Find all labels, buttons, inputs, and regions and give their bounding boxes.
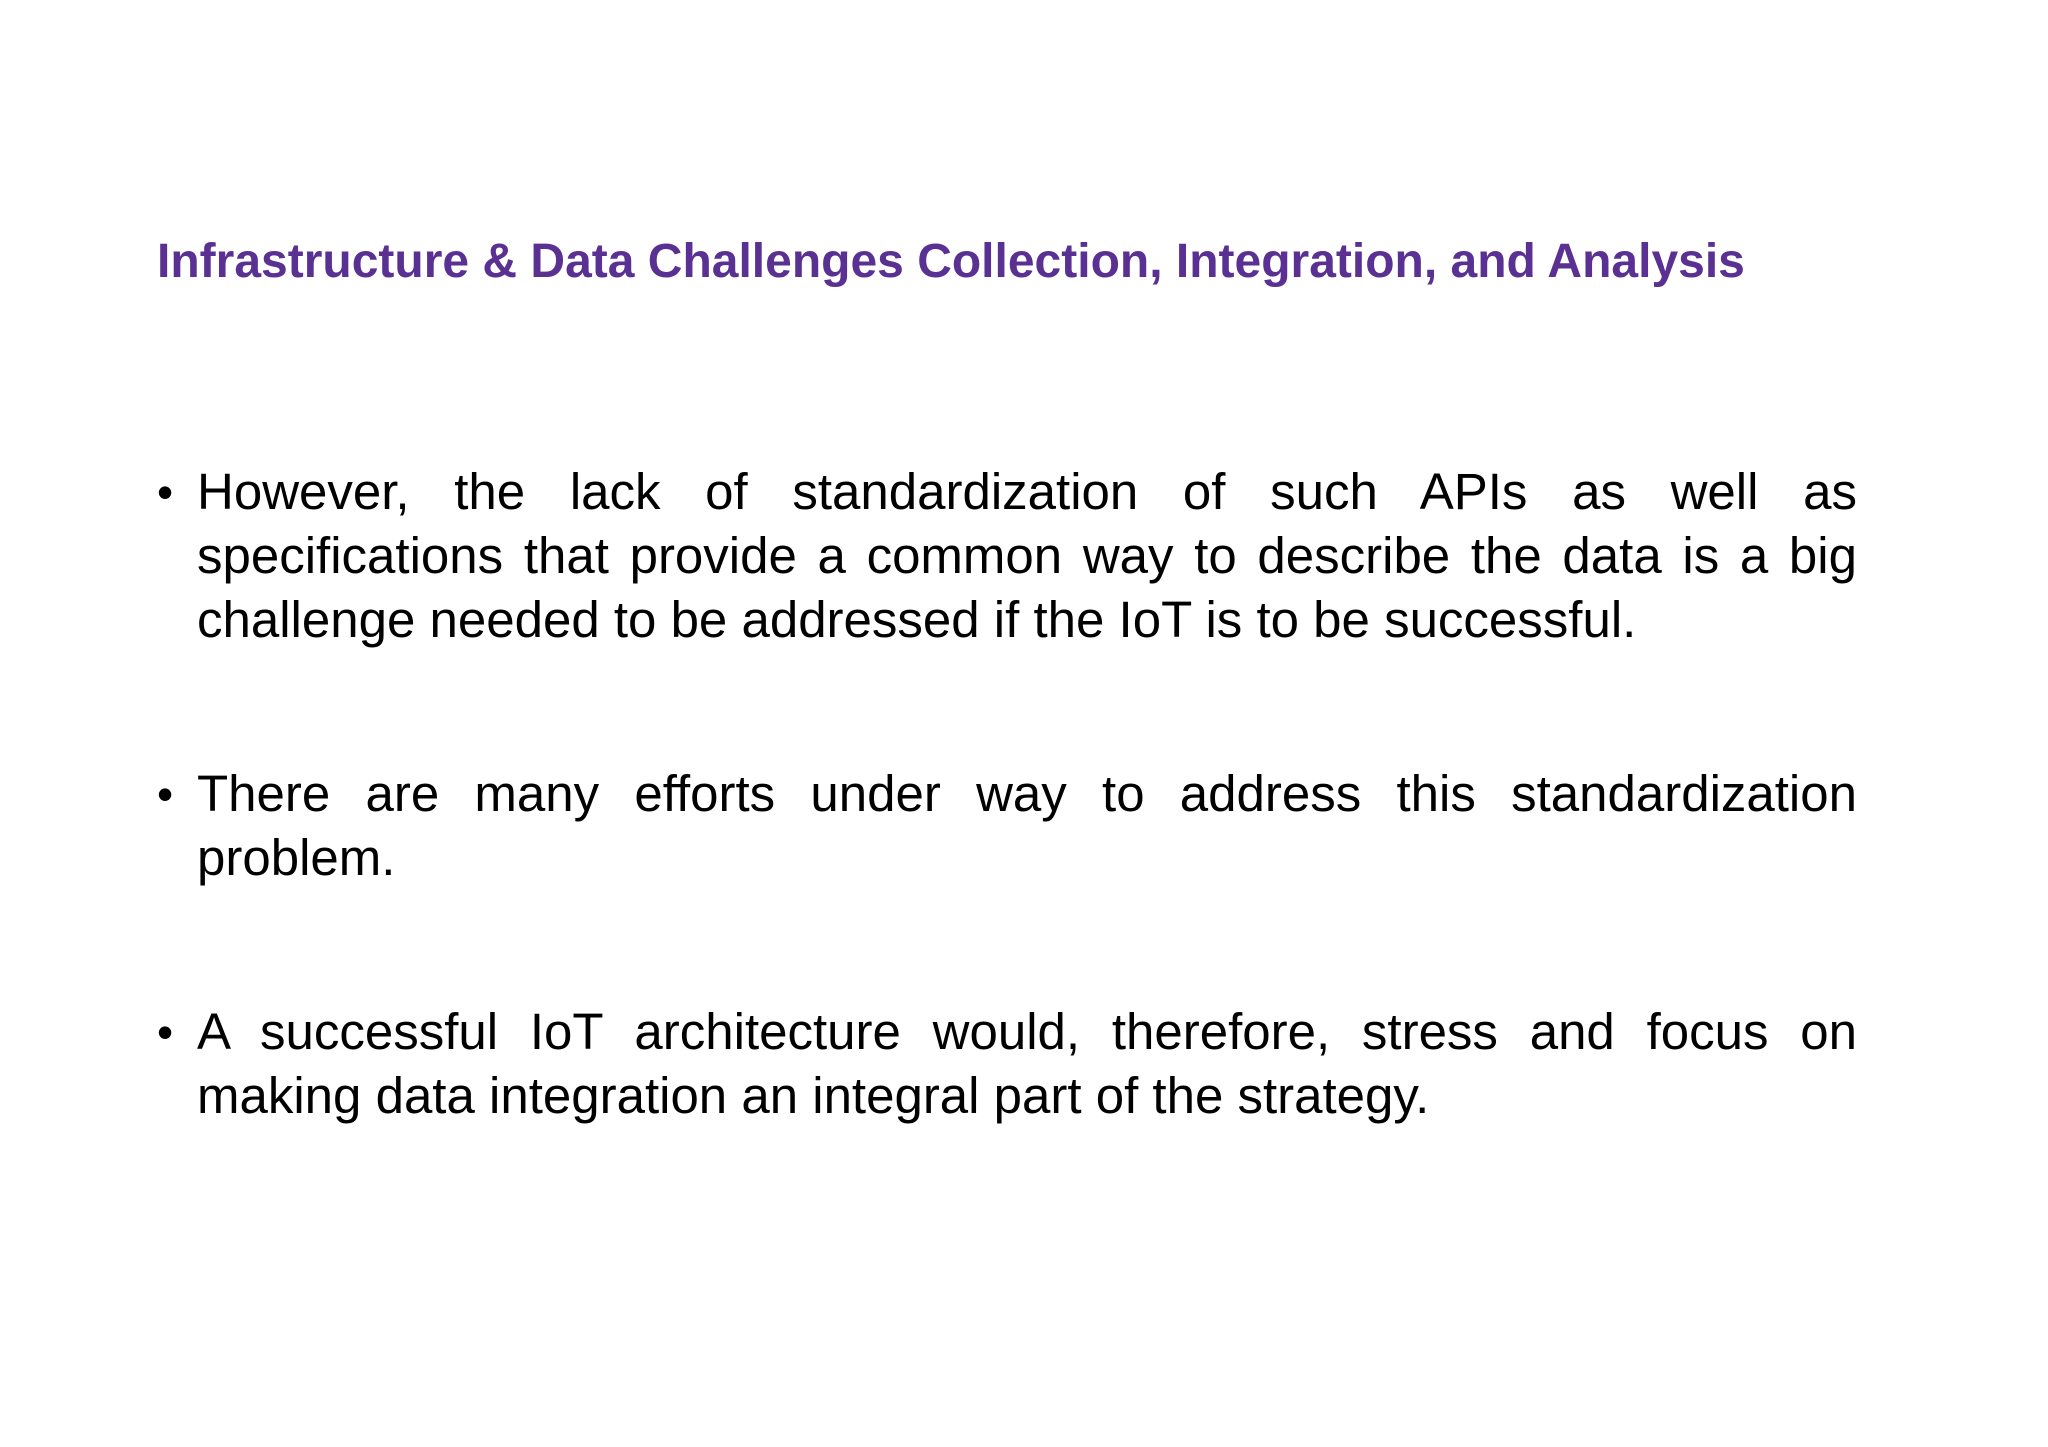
bullet-text: A successful IoT architecture would, therefore, stress and focus on making data integration an integral part of the strategy. <box>197 1003 1857 1124</box>
bullet-text: There are many efforts under way to address this standardization problem. <box>197 765 1857 886</box>
bullet-icon: • <box>157 768 174 820</box>
bullet-text: However, the lack of standardization of such APIs as well as specifications that provide a common way to describe the data is a big challenge needed to be addressed if the IoT is to be successful. <box>197 463 1857 648</box>
slide-title: Infrastructure & Data Challenges Collection, Integration, and Analysis <box>157 235 1745 288</box>
bullet-icon: • <box>157 1006 174 1058</box>
bullet-icon: • <box>157 466 174 518</box>
